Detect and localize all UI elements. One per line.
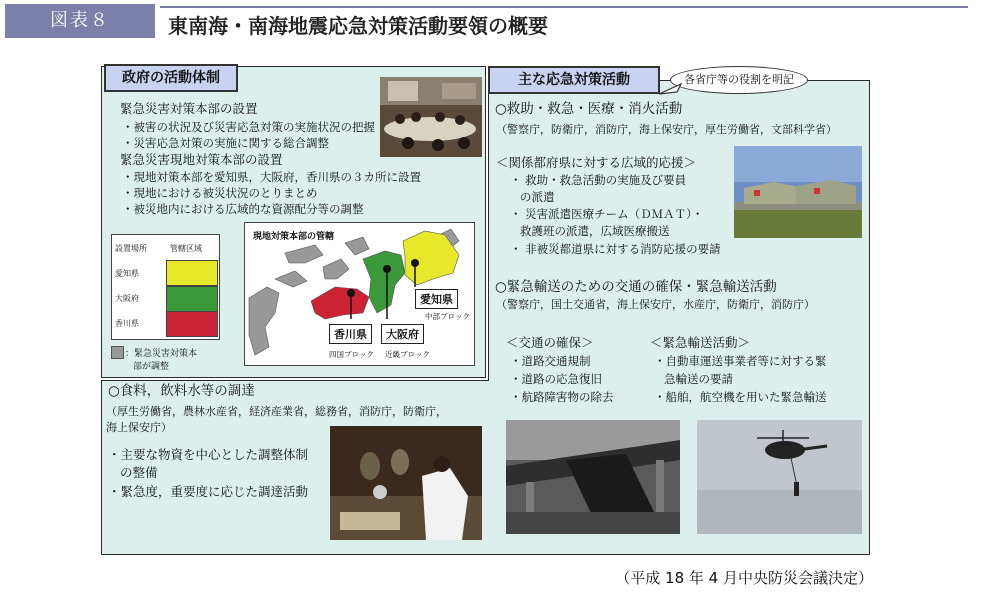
- rescue-item-1: ・ 救助・救急活動の実施及び要員: [510, 173, 687, 187]
- figure-label: 図表８: [5, 4, 155, 38]
- meeting-photo: [380, 77, 482, 157]
- emergency-item-1: ・自動車運送事業者等に対する緊: [654, 354, 827, 368]
- map-tag-aichi: 愛知県: [415, 289, 458, 309]
- rescue-item-3: ・ 非被災都道県に対する消防応援の要請: [510, 242, 721, 256]
- left-line-4: 緊急災害現地対策本部の設置: [120, 152, 283, 167]
- left-line-2: ・被害の状況及び災害応急対策の実施状況の把握: [122, 120, 375, 134]
- roles-callout: 各省庁等の役割を明記: [670, 66, 808, 94]
- map-title: 現地対策本部の管轄: [253, 232, 335, 242]
- emergency-transport-heading: ＜緊急輸送活動＞: [650, 335, 751, 350]
- emergency-item-2: ・船舶，航空機を用いた緊急輸送: [654, 390, 827, 404]
- rescue-item-1b: の派遣: [520, 190, 555, 204]
- jurisdiction-map: [244, 222, 475, 366]
- traffic-item-2: ・道路の応急復旧: [510, 372, 602, 386]
- rescue-agencies: （警察庁，防衛庁，消防庁，海上保安庁，厚生労働省，文部科学省）: [496, 123, 837, 136]
- figure-title: 東南海・南海地震応急対策活動要領の概要: [168, 14, 548, 38]
- map-block-chubu: 中部ブロック: [425, 312, 470, 321]
- procurement-item-1b: の整備: [120, 465, 158, 480]
- procurement-item-1: ・主要な物資を中心とした調整体制: [108, 447, 309, 462]
- left-line-1: 緊急災害対策本部の設置: [120, 101, 258, 116]
- traffic-item-3: ・航路障害物の除去: [510, 390, 614, 404]
- map-block-shikoku: 四国ブロック: [329, 350, 374, 359]
- legend-kagawa-swatch: [166, 311, 218, 337]
- map-tag-kagawa: 香川県: [329, 324, 372, 344]
- legend-col-area: 管轄区域: [170, 244, 202, 253]
- rescue-sub-heading: ＜関係都府県に対する広域的応援＞: [496, 155, 697, 170]
- left-line-3: ・災害応急対策の実施に関する総合調整: [122, 136, 329, 150]
- legend-osaka-swatch: [166, 286, 218, 312]
- procurement-item-2: ・緊急度，重要度に応じた調達活動: [108, 484, 309, 499]
- legend-kagawa-label: 香川県: [115, 319, 139, 328]
- rescue-heading: ○救助・救急・医療・消火活動: [495, 101, 683, 117]
- source-note: （平成 18 年 4 月中央防災会議決定）: [615, 569, 873, 587]
- map-block-kinki: 近畿ブロック: [385, 350, 430, 359]
- header-rule: [160, 6, 968, 8]
- field-hospital-photo: [734, 146, 862, 238]
- left-panel-title: 政府の活動体制: [104, 64, 238, 92]
- procurement-agencies-2: 海上保安庁）: [106, 421, 172, 434]
- legend-osaka-label: 大阪府: [115, 294, 139, 303]
- legend-aichi-label: 愛知県: [115, 269, 139, 278]
- rescue-item-2: ・ 災害派遣医療チーム（ＤＭＡＴ）・: [510, 207, 704, 221]
- left-line-5: ・現地対策本部を愛知県，大阪府，香川県の３カ所に設置: [122, 170, 421, 184]
- helicopter-rescue-photo: [697, 420, 862, 534]
- traffic-heading: ＜交通の確保＞: [506, 335, 594, 350]
- legend-aichi-swatch: [166, 260, 218, 286]
- traffic-item-1: ・道路交通規制: [510, 354, 591, 368]
- map-tag-osaka: 大阪府: [381, 324, 424, 344]
- left-line-7: ・被災地内における広域的な資源配分等の調整: [122, 202, 364, 216]
- rescue-item-2b: 救護班の派遣，広域医療搬送: [520, 224, 670, 238]
- legend-gray-square: [111, 346, 124, 359]
- legend-gray-note-1: ：緊急災害対策本: [125, 349, 198, 359]
- legend-col-location: 設置場所: [115, 244, 147, 253]
- left-line-6: ・現地における被災状況のとりまとめ: [122, 186, 318, 200]
- procurement-agencies-1: （厚生労働省，農林水産省，経済産業省，総務省，消防庁，防衛庁，: [106, 405, 447, 418]
- emergency-item-1b: 急輸送の要請: [664, 372, 733, 386]
- procurement-heading: ○食料，飲料水等の調達: [108, 383, 255, 399]
- right-panel-title: 主な応急対策活動: [488, 66, 660, 94]
- transport-agencies: （警察庁，国土交通省，海上保安庁，水産庁，防衛庁，消防庁）: [496, 298, 815, 311]
- collapsed-highway-photo: [506, 420, 680, 534]
- transport-heading: ○緊急輸送のための交通の確保・緊急輸送活動: [495, 279, 777, 295]
- callout-pointer: [655, 82, 685, 96]
- legend-gray-note-2: 部が調整: [133, 362, 170, 372]
- food-distribution-photo: [330, 426, 482, 540]
